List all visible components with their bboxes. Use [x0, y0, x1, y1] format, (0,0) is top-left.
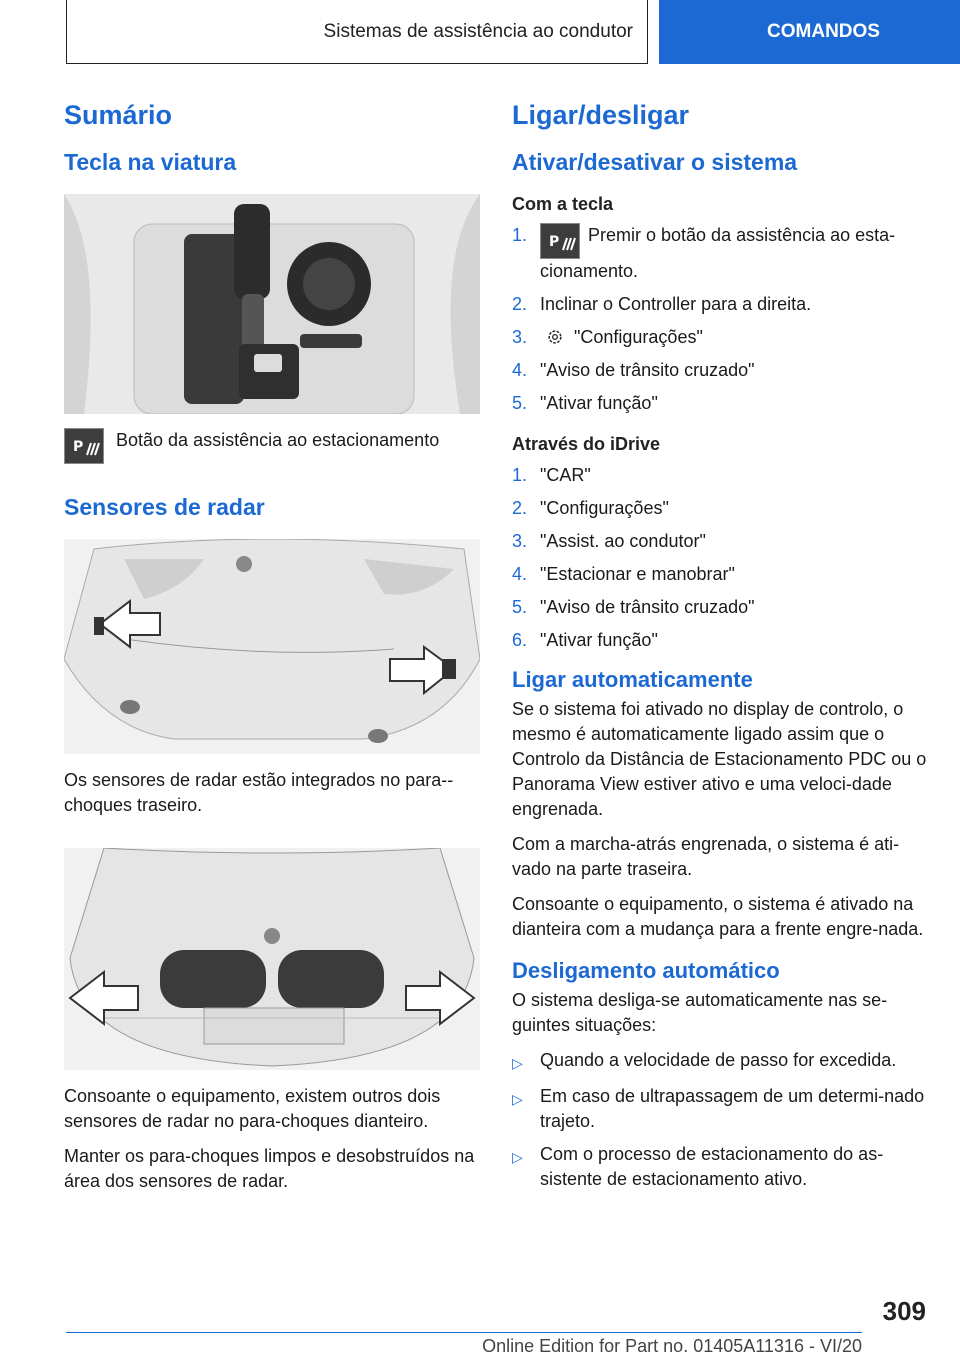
- bullet-text: Com o processo de estacionamento do as-sistente de estacionamento ativo.: [540, 1144, 884, 1189]
- parking-assist-button-legend: [64, 428, 480, 464]
- console-image: [64, 194, 480, 414]
- triangle-bullet-icon: ▷: [512, 1055, 523, 1071]
- parking-assist-button-icon: [540, 223, 580, 259]
- heading-auto-off: Desligamento automático: [512, 958, 780, 983]
- step-number: 5.: [512, 597, 528, 617]
- heading-key-in-vehicle: Tecla na viatura: [64, 149, 237, 175]
- step-label: "Ativar função": [540, 393, 658, 413]
- step-number: 4.: [512, 564, 528, 584]
- para-front-sensors: Consoante o equipamento, existem outros dois sensores de radar no para-choques dianteiro.: [64, 1086, 441, 1131]
- list-item: [512, 1142, 930, 1192]
- step-label: Premir o botão da assistência ao esta-cionamento.: [540, 225, 896, 281]
- tab-label: COMANDOS: [767, 21, 880, 42]
- right-column: [512, 100, 930, 1204]
- list-item: [512, 463, 930, 488]
- list-item: [512, 529, 930, 554]
- list-item: [512, 628, 930, 653]
- heading-radar-sensors: Sensores de radar: [64, 494, 265, 520]
- heading-via-idrive: Através do iDrive: [512, 434, 661, 454]
- list-item: [512, 292, 930, 317]
- summary-title: Sumário: [64, 100, 173, 130]
- step-label: "Aviso de trânsito cruzado": [540, 360, 755, 380]
- step-number: 4.: [512, 360, 528, 380]
- step-number: 3.: [512, 531, 528, 551]
- list-item: [512, 358, 930, 383]
- left-column: [64, 100, 480, 1204]
- svg-text:P: P: [73, 439, 84, 455]
- para-auto-on-3: Consoante o equipamento, o sistema é ativado na dianteira com a mudança para a frente engre-nada.: [512, 894, 924, 939]
- list-item: [512, 595, 930, 620]
- triangle-bullet-icon: ▷: [512, 1091, 523, 1107]
- step-label: "Aviso de trânsito cruzado": [540, 597, 755, 617]
- list-item: [512, 325, 930, 350]
- section-title: Sistemas de assistência ao condutor: [323, 20, 633, 42]
- gear-icon: [546, 328, 564, 346]
- list-item: [512, 1084, 930, 1134]
- list-item: [512, 391, 930, 416]
- icon-caption: Botão da assistência ao estacionamento: [116, 430, 440, 450]
- step-number: 3.: [512, 327, 528, 347]
- step-number: 1.: [512, 225, 528, 245]
- heading-with-key: Com a tecla: [512, 194, 614, 214]
- footer-edition: Online Edition for Part no. 01405A11316 - VI/20: [482, 1336, 862, 1356]
- list-item: [512, 496, 930, 521]
- list-item: [512, 223, 930, 284]
- step-number: 2.: [512, 498, 528, 518]
- para-radar-sensors: Os sensores de radar estão integrados no para--choques traseiro.: [64, 770, 454, 815]
- page-number: 309: [882, 1296, 926, 1326]
- rear-bumper-image: [64, 539, 480, 754]
- list-item: [512, 1048, 930, 1076]
- list-item: [512, 562, 930, 587]
- step-label: "Ativar função": [540, 630, 658, 650]
- para-keep-clean: Manter os para-choques limpos e desobstruídos na área dos sensores de radar.: [64, 1146, 475, 1191]
- step-label: "Estacionar e manobrar": [540, 564, 735, 584]
- steps-via-idrive: [512, 463, 930, 653]
- step-label: "CAR": [540, 465, 591, 485]
- step-text: [540, 325, 703, 350]
- parking-assist-button-icon: [64, 428, 104, 464]
- step-label: Inclinar o Controller para a direita.: [540, 294, 812, 314]
- front-bumper-image: [64, 848, 480, 1070]
- header-section-title: [66, 0, 648, 64]
- step-number: 1.: [512, 465, 528, 485]
- steps-with-key: [512, 223, 930, 416]
- svg-text:P: P: [549, 234, 560, 250]
- step-label: "Configurações": [574, 327, 703, 347]
- step-text: [540, 223, 930, 284]
- para-auto-on-1: Se o sistema foi ativado no display de controlo, o mesmo é automaticamente ligado assim que o Controlo da Distância de Estacionamento PDC ou o Panorama View estiver ativo e uma veloci-dade engrenada.: [512, 699, 927, 819]
- para-auto-off: O sistema desliga-se automaticamente nas se-guintes situações:: [512, 990, 888, 1035]
- step-label: "Configurações": [540, 498, 669, 518]
- bullet-text: Quando a velocidade de passo for excedida.: [540, 1050, 897, 1070]
- heading-activate-system: Ativar/desativar o sistema: [512, 149, 798, 175]
- bullet-text: Em caso de ultrapassagem de um determi-nado trajeto.: [540, 1086, 925, 1131]
- onoff-title: Ligar/desligar: [512, 100, 690, 130]
- heading-auto-on: Ligar automaticamente: [512, 667, 753, 692]
- step-label: "Assist. ao condutor": [540, 531, 706, 551]
- step-number: 2.: [512, 294, 528, 314]
- step-number: 5.: [512, 393, 528, 413]
- header-tab-comandos[interactable]: [659, 0, 960, 64]
- footer-divider: [66, 1332, 862, 1333]
- triangle-bullet-icon: ▷: [512, 1149, 523, 1165]
- auto-off-list: [512, 1048, 930, 1192]
- step-number: 6.: [512, 630, 528, 650]
- para-auto-on-2: Com a marcha-atrás engrenada, o sistema é ati-vado na parte traseira.: [512, 834, 900, 879]
